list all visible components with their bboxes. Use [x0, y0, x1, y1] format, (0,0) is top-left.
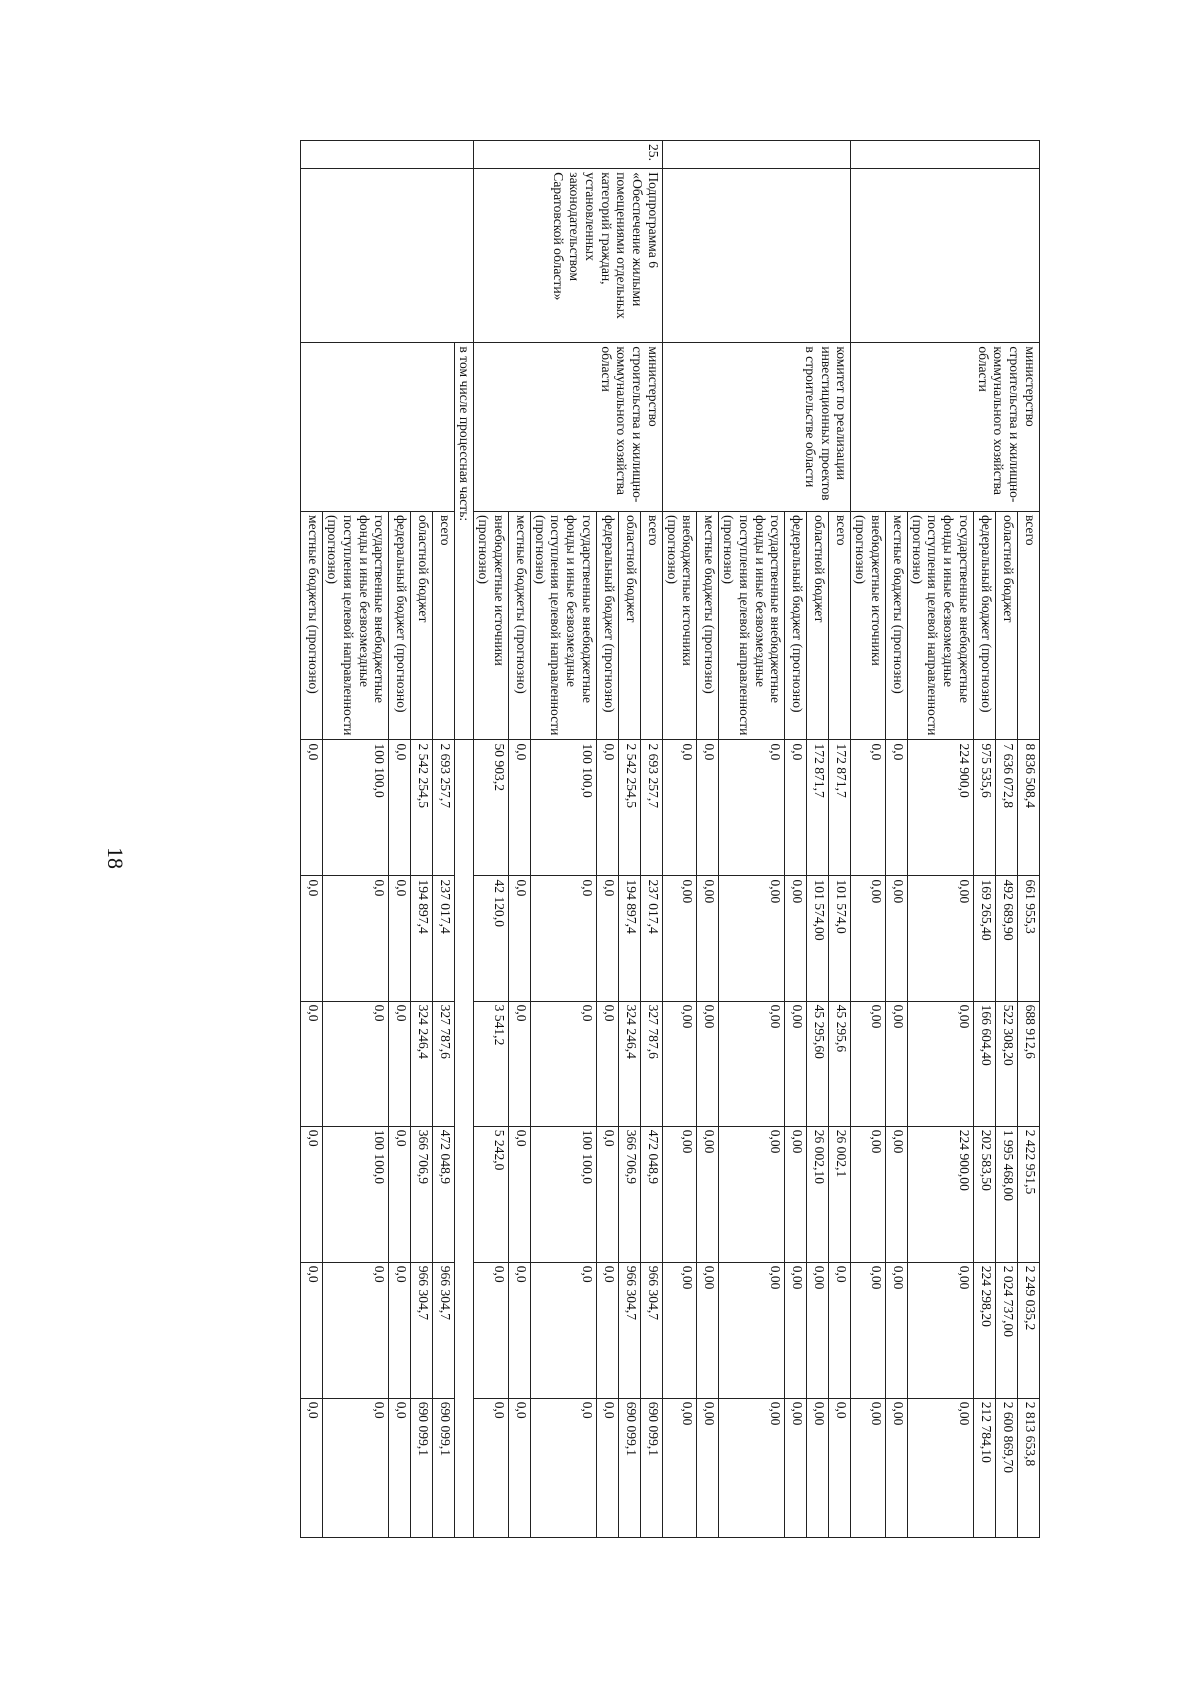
rotated-table-container [173, 140, 1040, 1538]
amount-cell: 237 017,4 [433, 876, 455, 1001]
amount-cell: 101 574,00 [807, 876, 829, 1001]
amount-cell: 0,00 [907, 1262, 973, 1398]
amount-cell: 26 002,10 [807, 1126, 829, 1262]
amount-cell: 0,00 [697, 1262, 719, 1398]
amount-cell: 45 295,6 [829, 1001, 851, 1126]
amount-cell: 366 706,9 [618, 1126, 640, 1262]
amount-cell: 0,00 [697, 1126, 719, 1262]
program-title: Подпрограмма 6 «Обеспечение жилыми помещениями отдельных категорий граждан, установленных законодательством Саратовской области» [474, 169, 663, 343]
amount-cell: 0,0 [829, 1398, 851, 1537]
amount-cell: 0,00 [662, 1262, 697, 1398]
program-title [851, 169, 1040, 343]
amount-cell: 2 542 254,5 [411, 740, 433, 876]
funding-source: внебюджетные источники (прогнозно) [474, 512, 509, 740]
amount-cell: 690 099,1 [411, 1398, 433, 1537]
amount-cell: 224 900,0 [907, 740, 973, 876]
amount-cell: 0,00 [851, 1398, 886, 1537]
amount-cell: 0,0 [508, 876, 530, 1001]
amount-cell: 172 871,7 [829, 740, 851, 876]
amount-cell: 472 048,9 [640, 1126, 662, 1262]
amount-cell: 194 897,4 [411, 876, 433, 1001]
amount-cell: 0,00 [785, 876, 807, 1001]
amount-cell: 0,0 [829, 1262, 851, 1398]
funding-source: федеральный бюджет (прогнозно) [974, 512, 996, 740]
amount-cell: 0,00 [907, 1001, 973, 1126]
amount-cell: 0,0 [596, 1001, 618, 1126]
amount-cell: 0,0 [885, 740, 907, 876]
amount-cell: 0,00 [851, 1001, 886, 1126]
amount-cell: 2 422 951,5 [1018, 1126, 1040, 1262]
row-number [662, 141, 851, 169]
funding-source: государственные внебюджетные фонды и иные безвозмездные поступления целевой направленности (прогнозно) [719, 512, 785, 740]
amount-cell: 169 265,40 [974, 876, 996, 1001]
table-row [640, 141, 662, 1538]
amount-cell: 0,0 [389, 1262, 411, 1398]
amount-cell: 966 304,7 [640, 1262, 662, 1398]
table-row [433, 141, 455, 1538]
funding-source: федеральный бюджет (прогнозно) [785, 512, 807, 740]
executor: министерство строительства и жилищно-коммунального хозяйства области [474, 343, 663, 512]
amount-cell: 0,0 [389, 1001, 411, 1126]
amount-cell: 324 246,4 [411, 1001, 433, 1126]
amount-cell: 0,0 [697, 740, 719, 876]
amount-cell: 0,00 [662, 1398, 697, 1537]
amount-cell: 2 024 737,00 [996, 1262, 1018, 1398]
table-row [1018, 141, 1040, 1538]
amount-cell: 2 542 254,5 [618, 740, 640, 876]
amount-cell: 0,00 [885, 1398, 907, 1537]
amount-cell: 0,00 [885, 1126, 907, 1262]
amount-cell: 0,00 [697, 1398, 719, 1537]
amount-cell: 0,00 [885, 1001, 907, 1126]
amount-cell: 0,00 [785, 1262, 807, 1398]
amount-cell: 0,00 [851, 1126, 886, 1262]
amount-cell: 50 903,2 [474, 740, 509, 876]
amount-cell: 690 099,1 [618, 1398, 640, 1537]
amount-cell: 194 897,4 [618, 876, 640, 1001]
amount-cell: 100 100,0 [323, 1126, 389, 1262]
budget-table [300, 140, 1040, 1538]
amount-cell: 0,0 [508, 1126, 530, 1262]
amount-cell: 492 689,90 [996, 876, 1018, 1001]
amount-cell: 0,00 [719, 1398, 785, 1537]
amount-cell: 0,0 [530, 1398, 596, 1537]
amount-cell: 0,0 [596, 876, 618, 1001]
amount-cell: 0,0 [389, 1126, 411, 1262]
amount-cell: 0,00 [719, 876, 785, 1001]
amount-cell: 172 871,7 [807, 740, 829, 876]
funding-source: государственные внебюджетные фонды и иные безвозмездные поступления целевой направленности (прогнозно) [907, 512, 973, 740]
amount-cell: 0,0 [719, 740, 785, 876]
amount-cell: 2 600 869,70 [996, 1398, 1018, 1537]
amount-cell: 8 836 508,4 [1018, 740, 1040, 876]
amount-cell: 0,00 [697, 876, 719, 1001]
funding-source: местные бюджеты (прогнозно) [301, 512, 323, 740]
amount-cell: 690 099,1 [640, 1398, 662, 1537]
funding-source: областной бюджет [996, 512, 1018, 740]
amount-cell: 0,00 [907, 1398, 973, 1537]
amount-cell: 2 249 035,2 [1018, 1262, 1040, 1398]
row-number: 25. [474, 141, 663, 169]
amount-cell: 0,0 [301, 1126, 323, 1262]
amount-cell: 0,0 [389, 1398, 411, 1537]
amount-cell: 0,0 [596, 740, 618, 876]
process-part-label-row [455, 141, 474, 1538]
amount-cell: 0,0 [596, 1262, 618, 1398]
empty-cell [301, 343, 455, 512]
amount-cell: 966 304,7 [433, 1262, 455, 1398]
amount-cell: 690 099,1 [433, 1398, 455, 1537]
amount-cell: 661 955,3 [1018, 876, 1040, 1001]
funding-source: местные бюджеты (прогнозно) [508, 512, 530, 740]
amount-cell: 0,0 [301, 876, 323, 1001]
amount-cell: 0,00 [885, 876, 907, 1001]
amount-cell: 0,00 [807, 1262, 829, 1398]
funding-source: федеральный бюджет (прогнозно) [596, 512, 618, 740]
amount-cell: 0,0 [508, 1398, 530, 1537]
amount-cell: 42 120,0 [474, 876, 509, 1001]
amount-cell: 237 017,4 [640, 876, 662, 1001]
funding-source: областной бюджет [807, 512, 829, 740]
amount-cell: 0,0 [301, 740, 323, 876]
amount-cell: 0,0 [596, 1398, 618, 1537]
amount-cell: 327 787,6 [640, 1001, 662, 1126]
executor: министерство строительства и жилищно-коммунального хозяйства области [851, 343, 1040, 512]
amount-cell: 2 813 653,8 [1018, 1398, 1040, 1537]
amount-cell: 0,00 [662, 876, 697, 1001]
amount-cell: 0,0 [530, 1262, 596, 1398]
amount-cell: 0,0 [662, 740, 697, 876]
empty-cell [301, 169, 474, 343]
amount-cell: 0,0 [474, 1398, 509, 1537]
funding-source: государственные внебюджетные фонды и иные безвозмездные поступления целевой направленности (прогнозно) [530, 512, 596, 740]
amount-cell: 0,00 [719, 1262, 785, 1398]
amount-cell: 224 900,00 [907, 1126, 973, 1262]
amount-cell: 0,00 [697, 1001, 719, 1126]
amount-cell: 0,00 [851, 1262, 886, 1398]
funding-source: внебюджетные источники (прогнозно) [662, 512, 697, 740]
amount-cell: 0,0 [389, 740, 411, 876]
program-title [662, 169, 851, 343]
amount-cell: 0,0 [508, 1001, 530, 1126]
amount-cell: 100 100,0 [530, 740, 596, 876]
amount-cell: 7 636 072,8 [996, 740, 1018, 876]
amount-cell: 0,0 [508, 740, 530, 876]
funding-source: областной бюджет [411, 512, 433, 740]
executor: комитет по реализации инвестиционных проектов в строительстве области [662, 343, 851, 512]
funding-source: всего [1018, 512, 1040, 740]
amount-cell: 212 784,10 [974, 1398, 996, 1537]
funding-source: всего [433, 512, 455, 740]
amount-cell: 324 246,4 [618, 1001, 640, 1126]
amount-cell: 45 295,60 [807, 1001, 829, 1126]
amount-cell: 522 308,20 [996, 1001, 1018, 1126]
empty-cell [455, 740, 474, 1538]
empty-cell [301, 141, 474, 169]
amount-cell: 0,00 [785, 1398, 807, 1537]
funding-source: местные бюджеты (прогнозно) [885, 512, 907, 740]
amount-cell: 0,00 [719, 1001, 785, 1126]
amount-cell: 0,00 [885, 1262, 907, 1398]
amount-cell: 0,0 [323, 1001, 389, 1126]
amount-cell: 26 002,1 [829, 1126, 851, 1262]
funding-source: государственные внебюджетные фонды и иные безвозмездные поступления целевой направленности (прогнозно) [323, 512, 389, 740]
amount-cell: 366 706,9 [411, 1126, 433, 1262]
amount-cell: 101 574,0 [829, 876, 851, 1001]
amount-cell: 0,0 [530, 876, 596, 1001]
amount-cell: 166 604,40 [974, 1001, 996, 1126]
amount-cell: 0,00 [662, 1001, 697, 1126]
process-part-label: в том числе процессная часть: [455, 343, 474, 740]
amount-cell: 202 583,50 [974, 1126, 996, 1262]
amount-cell: 0,0 [323, 876, 389, 1001]
funding-source: всего [640, 512, 662, 740]
page-number: 18 [103, 847, 128, 869]
amount-cell: 0,00 [851, 876, 886, 1001]
amount-cell: 0,00 [719, 1126, 785, 1262]
amount-cell: 0,0 [301, 1262, 323, 1398]
amount-cell: 0,00 [662, 1126, 697, 1262]
funding-source: внебюджетные источники (прогнозно) [851, 512, 886, 740]
amount-cell: 0,00 [807, 1398, 829, 1537]
amount-cell: 0,0 [323, 1262, 389, 1398]
amount-cell: 3 541,2 [474, 1001, 509, 1126]
amount-cell: 0,00 [785, 1001, 807, 1126]
amount-cell: 5 242,0 [474, 1126, 509, 1262]
amount-cell: 0,00 [785, 1126, 807, 1262]
amount-cell: 327 787,6 [433, 1001, 455, 1126]
amount-cell: 0,0 [596, 1126, 618, 1262]
funding-source: местные бюджеты (прогнозно) [697, 512, 719, 740]
amount-cell: 0,0 [389, 876, 411, 1001]
row-number [851, 141, 1040, 169]
funding-source: федеральный бюджет (прогнозно) [389, 512, 411, 740]
amount-cell: 966 304,7 [411, 1262, 433, 1398]
funding-source: областной бюджет [618, 512, 640, 740]
amount-cell: 0,0 [508, 1262, 530, 1398]
amount-cell: 0,0 [323, 1398, 389, 1537]
table-row [829, 141, 851, 1538]
amount-cell: 224 298,20 [974, 1262, 996, 1398]
amount-cell: 0,0 [785, 740, 807, 876]
amount-cell: 0,0 [301, 1001, 323, 1126]
amount-cell: 966 304,7 [618, 1262, 640, 1398]
amount-cell: 0,0 [851, 740, 886, 876]
amount-cell: 472 048,9 [433, 1126, 455, 1262]
amount-cell: 0,0 [301, 1398, 323, 1537]
amount-cell: 100 100,0 [530, 1126, 596, 1262]
amount-cell: 1 995 468,00 [996, 1126, 1018, 1262]
amount-cell: 2 693 257,7 [640, 740, 662, 876]
amount-cell: 0,0 [530, 1001, 596, 1126]
funding-source: всего [829, 512, 851, 740]
amount-cell: 0,00 [907, 876, 973, 1001]
amount-cell: 975 535,6 [974, 740, 996, 876]
amount-cell: 688 912,6 [1018, 1001, 1040, 1126]
amount-cell: 0,0 [474, 1262, 509, 1398]
amount-cell: 2 693 257,7 [433, 740, 455, 876]
amount-cell: 100 100,0 [323, 740, 389, 876]
